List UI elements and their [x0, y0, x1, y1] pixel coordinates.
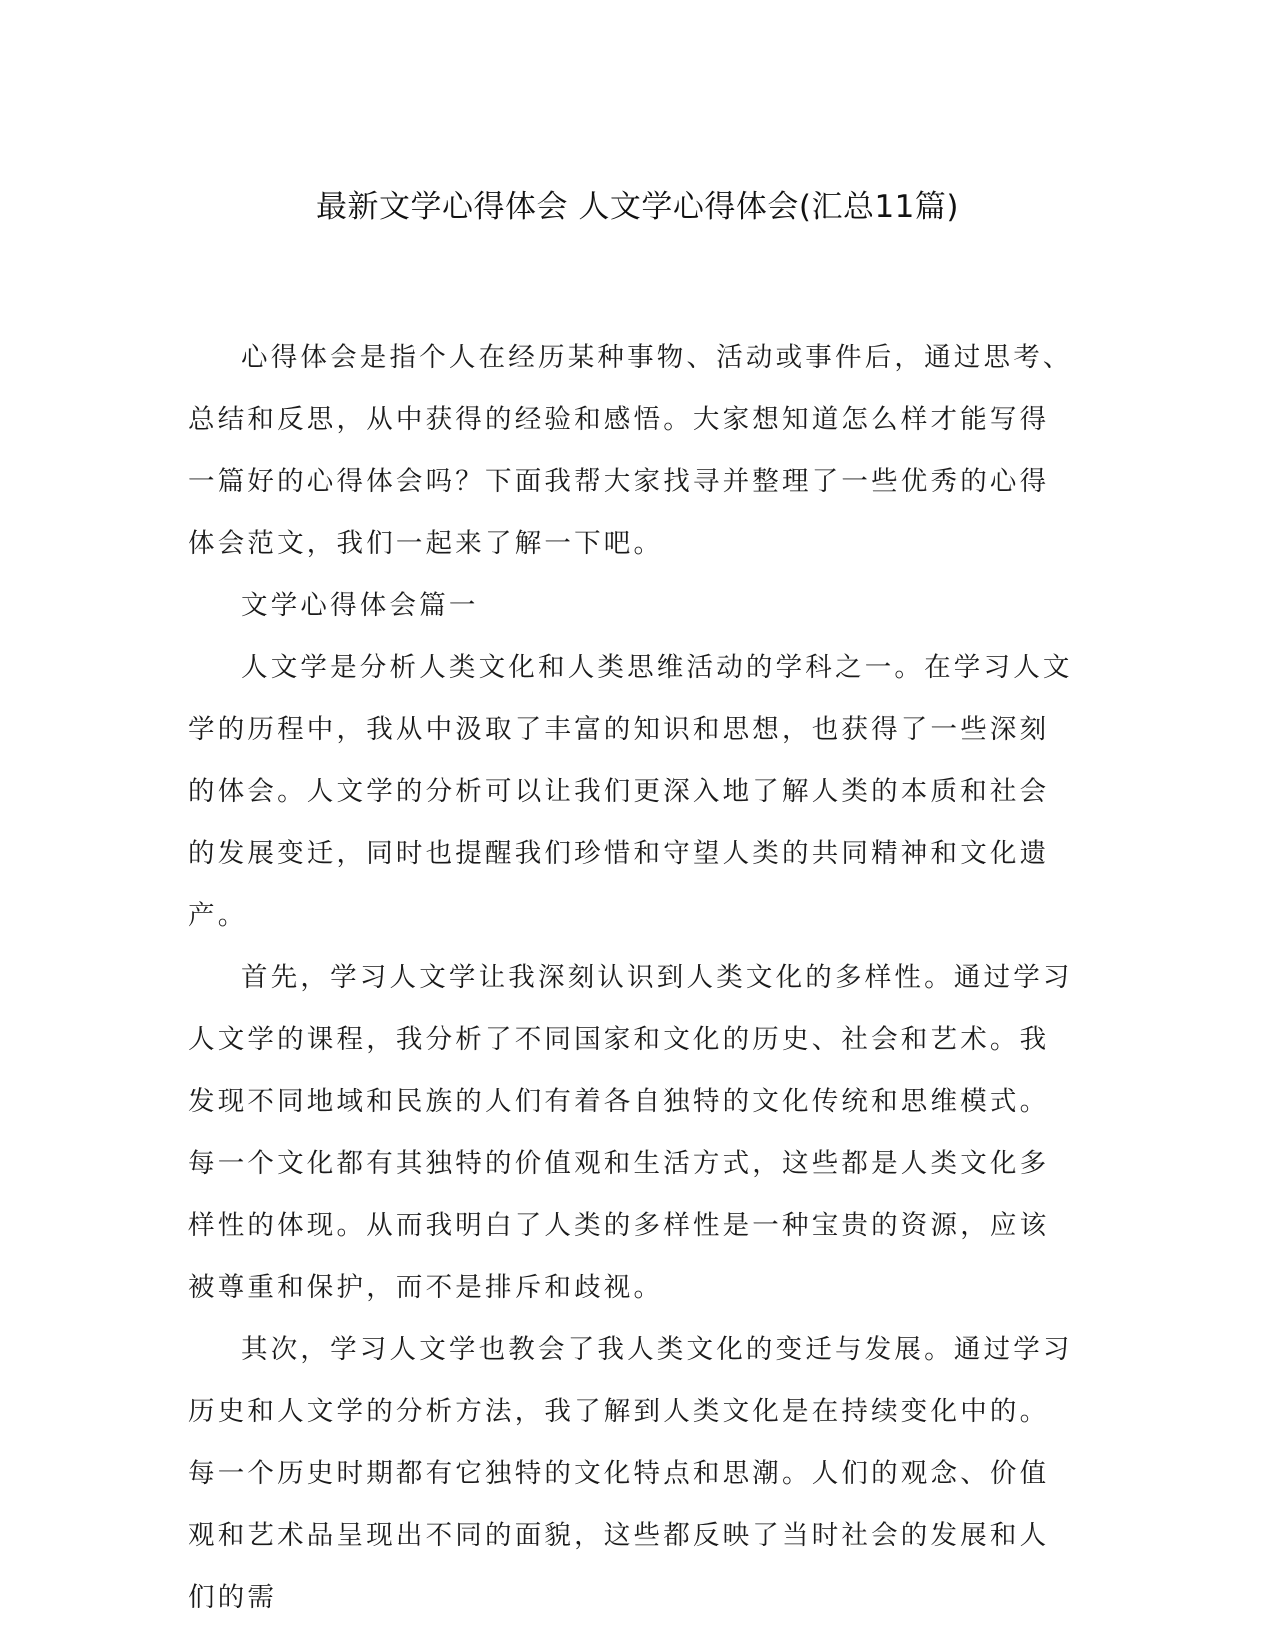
- document-body: [188, 327, 1073, 1629]
- document-title: 最新文学心得体会 人文学心得体会(汇总11篇): [316, 189, 959, 225]
- section-heading: 文学心得体会篇一: [241, 590, 479, 621]
- paragraph: 人文学是分析人类文化和人类思维活动的学科之一。在学习人文学的历程中，我从中汲取了丰富的知识和思想，也获得了一些深刻的体会。人文学的分析可以让我们更深入地了解人类的本质和社会的发展变迁，同时也提醒我们珍惜和守望人类的共同精神和文化遗产。: [188, 652, 1073, 931]
- paragraph: 其次，学习人文学也教会了我人类文化的变迁与发展。通过学习历史和人文学的分析方法，我了解到人类文化是在持续变化中的。每一个历史时期都有它独特的文化特点和思潮。人们的观念、价值观和艺术品呈现出不同的面貌，这些都反映了当时社会的发展和人们的需: [188, 1334, 1073, 1613]
- paragraph: 首先，学习人文学让我深刻认识到人类文化的多样性。通过学习人文学的课程，我分析了不同国家和文化的历史、社会和艺术。我发现不同地域和民族的人们有着各自独特的文化传统和思维模式。每一个文化都有其独特的价值观和生活方式，这些都是人类文化多样性的体现。从而我明白了人类的多样性是一种宝贵的资源，应该被尊重和保护，而不是排斥和歧视。: [188, 962, 1073, 1303]
- paragraph-intro: 心得体会是指个人在经历某种事物、活动或事件后，通过思考、总结和反思，从中获得的经验和感悟。大家想知道怎么样才能写得一篇好的心得体会吗？下面我帮大家找寻并整理了一些优秀的心得体会范文，我们一起来了解一下吧。: [188, 342, 1073, 559]
